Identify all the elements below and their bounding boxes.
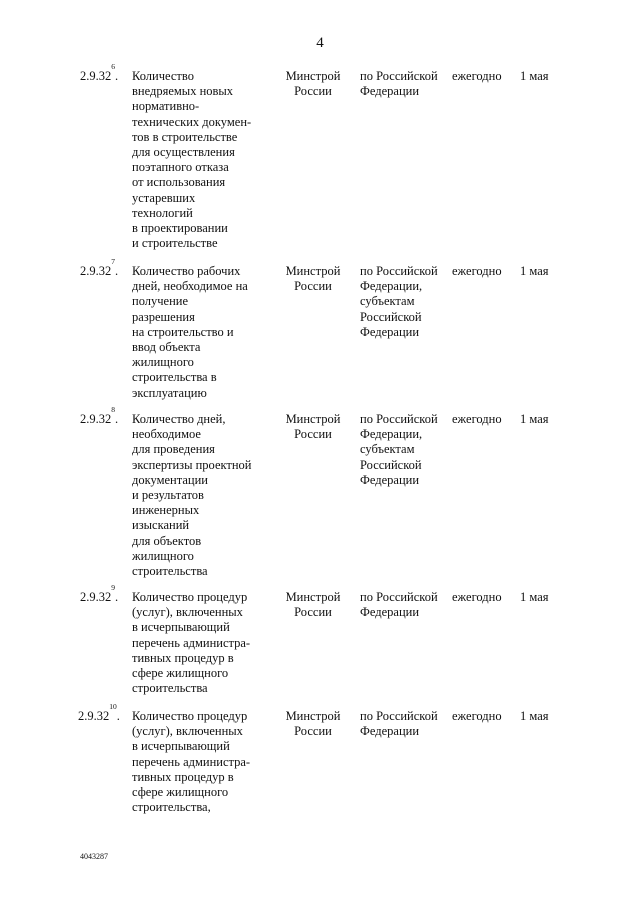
row-number: 2.9.32$^7$.	[80, 257, 119, 278]
deadline-date: 1 мая	[520, 264, 549, 278]
page-number: 4	[316, 35, 324, 51]
row-number: 2.9.32$^{10}$.	[78, 702, 120, 723]
responsible-agency: Минстрой России	[285, 590, 341, 620]
row-number: 2.9.32$^9$.	[80, 583, 119, 604]
deadline-date: 1 мая	[520, 412, 549, 426]
breakdown-level: по Российской Федерации	[360, 69, 438, 99]
breakdown-level: по Российской Федерации, субъектам Российской Федерации	[360, 264, 438, 339]
deadline-date: 1 мая	[520, 69, 549, 83]
responsible-agency: Минстрой России	[285, 412, 341, 442]
row-number: 2.9.32$^6$.	[80, 62, 119, 83]
periodicity: ежегодно	[452, 412, 502, 426]
indicator-description: Количество рабочих дней, необходимое на получение разрешения на строительство и ввод объекта жилищного строительства в эксплуатацию	[132, 264, 248, 400]
deadline-date: 1 мая	[520, 590, 549, 604]
indicator-description: Количество процедур (услуг), включенных в исчерпывающий перечень администра- тивных процедур в сфере жилищного строительства,	[132, 709, 251, 815]
responsible-agency: Минстрой России	[285, 709, 341, 739]
periodicity: ежегодно	[452, 264, 502, 278]
row-number: 2.9.32$^8$.	[80, 405, 119, 426]
breakdown-level: по Российской Федерации	[360, 709, 438, 739]
document-code: 4043287	[80, 852, 108, 861]
breakdown-level: по Российской Федерации, субъектам Российской Федерации	[360, 412, 438, 487]
indicator-description: Количество дней, необходимое для проведения экспертизы проектной документации и результатов инженерных изысканий для объектов жилищного строительства	[132, 412, 252, 579]
indicator-description: Количество процедур (услуг), включенных в исчерпывающий перечень администра- тивных процедур в сфере жилищного строительства	[132, 590, 251, 696]
periodicity: ежегодно	[452, 709, 502, 723]
indicator-description: Количество внедряемых новых нормативно- технических докумен- тов в строительстве для осуществления поэтапного отказа от использования устаревших технологий в проектировании и строительстве	[132, 69, 252, 251]
periodicity: ежегодно	[452, 69, 502, 83]
deadline-date: 1 мая	[520, 709, 549, 723]
responsible-agency: Минстрой России	[285, 264, 341, 294]
breakdown-level: по Российской Федерации	[360, 590, 438, 620]
periodicity: ежегодно	[452, 590, 502, 604]
responsible-agency: Минстрой России	[285, 69, 341, 99]
